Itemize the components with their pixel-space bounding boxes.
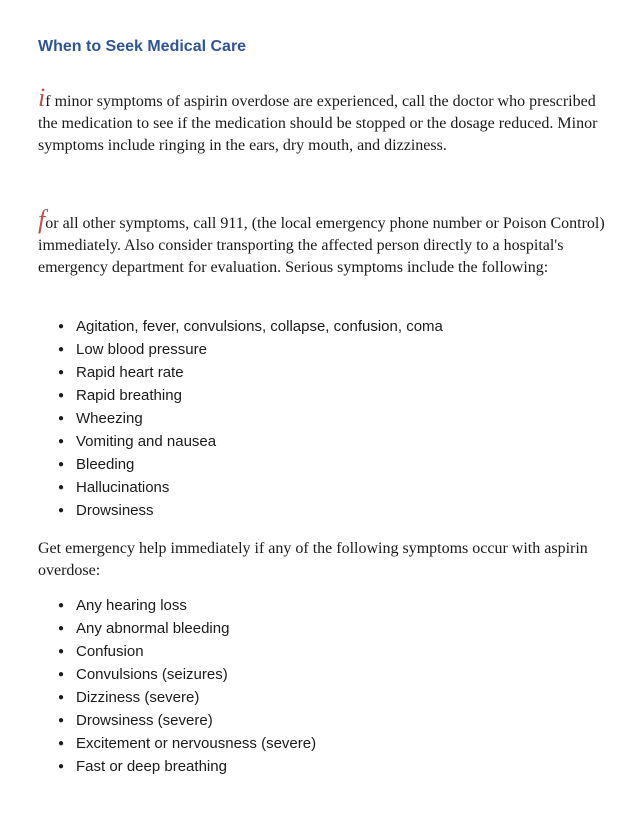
list-item-text: Any hearing loss (76, 597, 187, 614)
list-item-text: Excitement or nervousness (severe) (76, 735, 317, 752)
list-item (58, 453, 443, 476)
paragraph-emergency-help: Get emergency help immediately if any of the following symptoms occur with aspirin overdose: (38, 540, 588, 579)
section-heading: When to Seek Medical Care (38, 38, 247, 55)
bullet-icon: ● (58, 459, 65, 470)
bullet-icon: ● (58, 715, 65, 726)
list-item-text: Hallucinations (76, 479, 170, 496)
list-item-text: Drowsiness (76, 502, 154, 519)
paragraph-text: or all other symptoms, call 911, (the local emergency phone number or Poison Control) immediately. Also consider transporting the affected person directly to a hospital's emergency department for evaluation. Serious symptoms include the following: (38, 215, 605, 276)
list-item (58, 640, 316, 663)
list-item-text: Rapid heart rate (76, 364, 184, 381)
bullet-icon: ● (58, 738, 65, 749)
bullet-icon: ● (58, 482, 65, 493)
list-item-text: Dizziness (severe) (76, 689, 200, 706)
bullet-icon: ● (58, 646, 65, 657)
serious-symptoms-list (58, 315, 443, 522)
bullet-icon: ● (58, 321, 65, 332)
list-item (58, 430, 443, 453)
list-item (58, 617, 316, 640)
bullet-icon: ● (58, 505, 65, 516)
list-item (58, 732, 316, 755)
list-item-text: Agitation, fever, convulsions, collapse, confusion, coma (76, 318, 443, 335)
list-item (58, 594, 316, 617)
list-item (58, 407, 443, 430)
paragraph-text: f minor symptoms of aspirin overdose are experienced, call the doctor who prescribed the medication to see if the medication should be stopped or the dosage reduced. Minor symptoms include ringing in the ears, dry mouth, and dizziness. (38, 93, 598, 154)
list-item (58, 499, 443, 522)
bullet-icon: ● (58, 669, 65, 680)
bullet-icon: ● (58, 600, 65, 611)
list-item (58, 755, 316, 778)
list-item-text: Any abnormal bleeding (76, 620, 230, 637)
bullet-icon: ● (58, 623, 65, 634)
bullet-icon: ● (58, 761, 65, 772)
bullet-icon: ● (58, 390, 65, 401)
drop-cap-i: i (38, 83, 46, 112)
list-item-text: Convulsions (seizures) (76, 666, 228, 683)
list-item (58, 315, 443, 338)
list-item (58, 476, 443, 499)
bullet-icon: ● (58, 692, 65, 703)
list-item (58, 361, 443, 384)
list-item-text: Bleeding (76, 456, 135, 473)
emergency-symptoms-list (58, 594, 316, 778)
list-item (58, 709, 316, 732)
bullet-icon: ● (58, 436, 65, 447)
list-item-text: Vomiting and nausea (76, 433, 217, 450)
list-item (58, 384, 443, 407)
bullet-icon: ● (58, 367, 65, 378)
list-item (58, 686, 316, 709)
list-item-text: Rapid breathing (76, 387, 182, 404)
list-item (58, 338, 443, 361)
bullet-icon: ● (58, 413, 65, 424)
list-item-text: Fast or deep breathing (76, 758, 227, 775)
list-item-text: Confusion (76, 643, 144, 660)
paragraph-minor-symptoms (38, 83, 608, 157)
list-item-text: Wheezing (76, 410, 143, 427)
list-item-text: Low blood pressure (76, 341, 207, 358)
list-item (58, 663, 316, 686)
list-item-text: Drowsiness (severe) (76, 712, 213, 729)
paragraph-other-symptoms (38, 205, 608, 279)
bullet-icon: ● (58, 344, 65, 355)
drop-cap-f: f (38, 205, 46, 234)
